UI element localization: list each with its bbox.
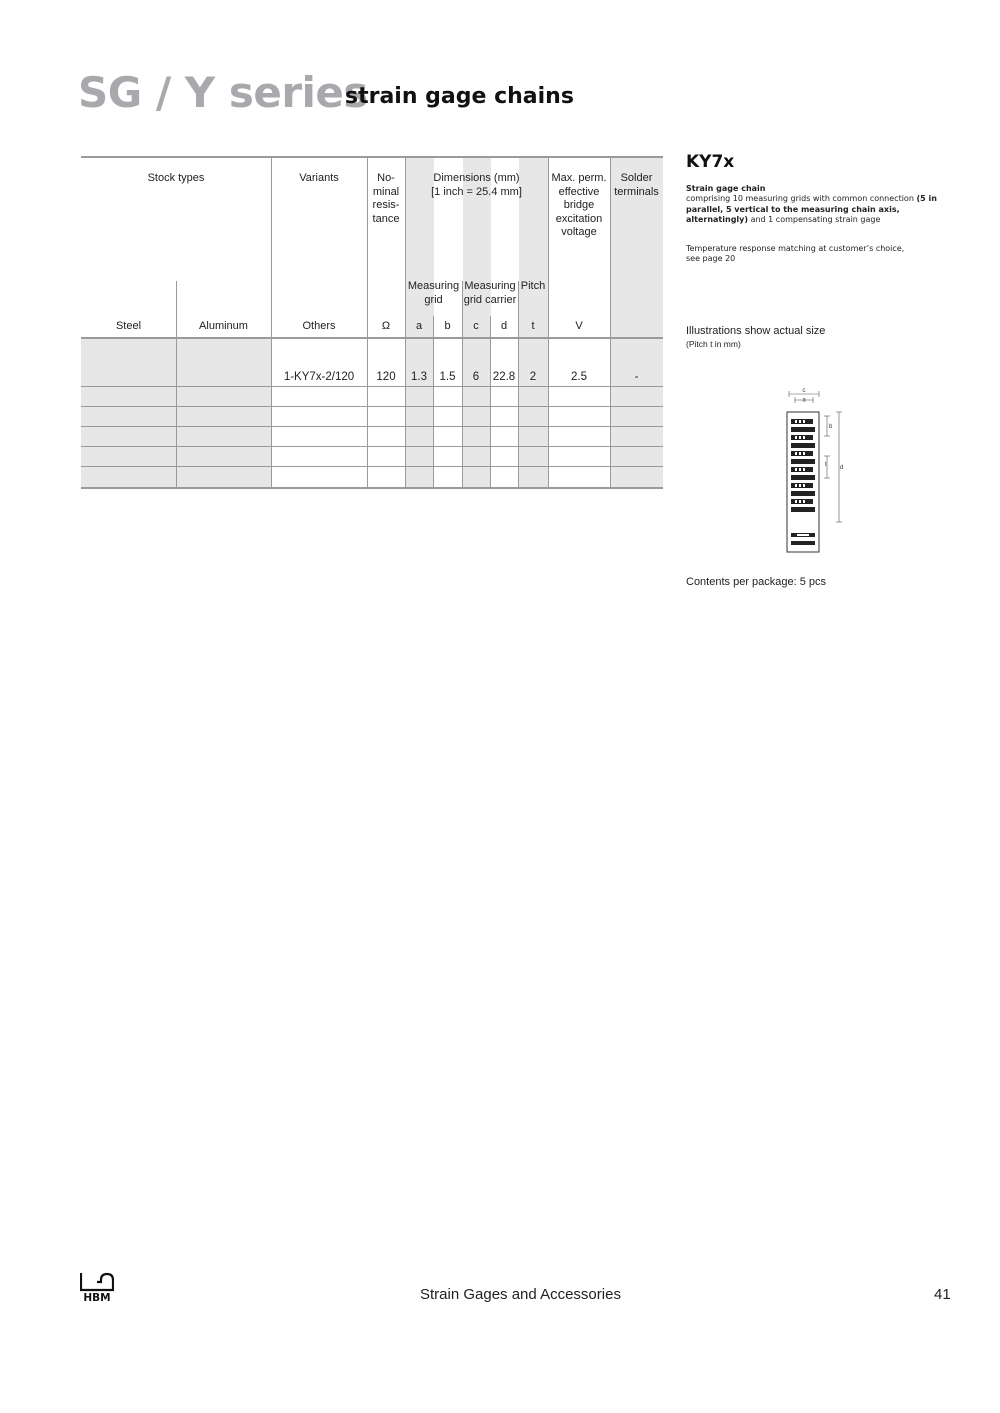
dim-t-label: t bbox=[825, 462, 827, 468]
unit-t: t bbox=[531, 320, 535, 332]
cell-t: 2 bbox=[529, 371, 537, 383]
header-measuring-grid: Measuring grid bbox=[407, 280, 460, 306]
header-stock-types: Stock types bbox=[147, 172, 205, 184]
dim-a-label: a bbox=[802, 397, 806, 404]
cell-d: 22.8 bbox=[492, 371, 516, 383]
header-solder-terminals: Solder terminals bbox=[614, 172, 659, 198]
illustrations-subnote: (Pitch t in mm) bbox=[686, 339, 741, 349]
cell-solder: - bbox=[634, 371, 639, 383]
product-name: KY7x bbox=[686, 152, 735, 172]
series-subtitle: strain gage chains bbox=[345, 84, 574, 109]
product-table bbox=[81, 156, 663, 489]
header-max-perm-voltage: Max. perm. effective bridge excitation voltage bbox=[551, 172, 607, 238]
product-description: Strain gage chain comprising 10 measuring grids with common connection (5 in parallel, 5 vertical to the measuring chain axis, alternatingly) and 1 compensating strain gage bbox=[686, 184, 937, 224]
cell-b: 1.5 bbox=[439, 371, 456, 383]
unit-ohm: Ω bbox=[381, 320, 391, 332]
description-heading: Strain gage chain bbox=[686, 184, 766, 193]
unit-aluminum: Aluminum bbox=[199, 320, 248, 332]
unit-steel: Steel bbox=[115, 320, 142, 332]
strain-gage-chain-drawing bbox=[783, 386, 853, 556]
cell-resistance: 120 bbox=[376, 371, 396, 383]
svg-text:HBM: HBM bbox=[83, 1292, 111, 1303]
unit-d: d bbox=[500, 320, 508, 332]
unit-v: V bbox=[575, 320, 583, 332]
package-contents: Contents per package: 5 pcs bbox=[686, 576, 827, 588]
illustrations-note: Illustrations show actual size bbox=[686, 325, 826, 337]
hbm-logo bbox=[80, 1271, 114, 1303]
header-nominal-resistance: No- minal resis- tance bbox=[372, 172, 400, 225]
page-number: 41 bbox=[934, 1286, 951, 1303]
cell-voltage: 2.5 bbox=[571, 371, 587, 383]
unit-a: a bbox=[415, 320, 423, 332]
footer-title: Strain Gages and Accessories bbox=[420, 1286, 621, 1303]
header-variants: Variants bbox=[299, 172, 339, 184]
dim-b-label: b bbox=[829, 424, 833, 430]
header-measuring-grid-carrier: Measuring grid carrier bbox=[463, 280, 517, 306]
dim-c-label: c bbox=[802, 388, 806, 394]
cell-others: 1-KY7x-2/120 bbox=[283, 371, 355, 383]
unit-c: c bbox=[473, 320, 479, 332]
header-pitch: Pitch bbox=[520, 280, 546, 292]
cell-a: 1.3 bbox=[411, 371, 427, 383]
temperature-note: Temperature response matching at customer’s choice, see page 20 bbox=[686, 244, 905, 264]
cell-c: 6 bbox=[472, 371, 480, 383]
header-dimensions: Dimensions (mm) [1 inch = 25.4 mm] bbox=[431, 172, 522, 198]
unit-b: b bbox=[444, 320, 451, 332]
unit-others: Others bbox=[302, 320, 336, 332]
series-title: SG / Y series bbox=[78, 68, 368, 117]
dim-d-label: d bbox=[840, 465, 844, 471]
